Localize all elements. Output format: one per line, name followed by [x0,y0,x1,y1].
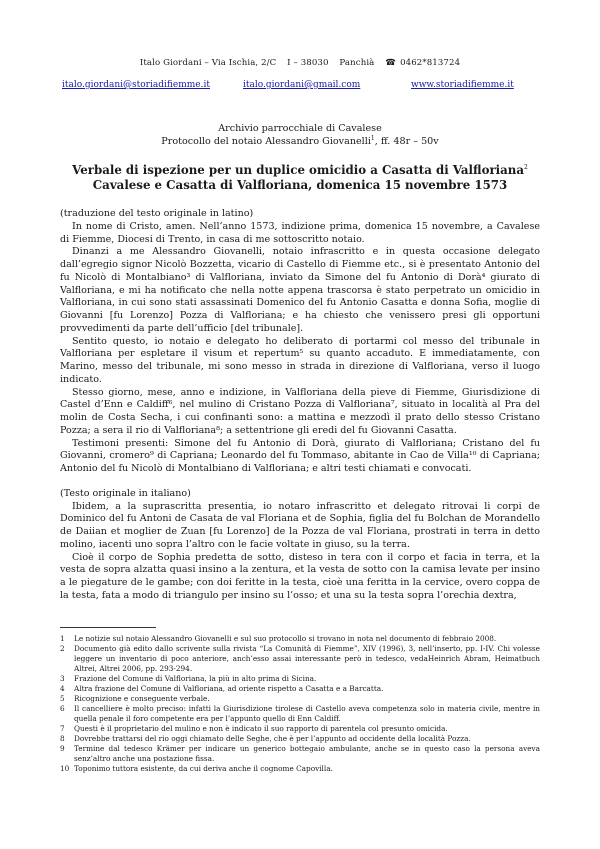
footnote-number: 3 [60,674,65,683]
section-gap [60,476,540,488]
footnote-text: Frazione del Comune di Valfloriana, la più in alto prima di Sicina. [74,674,317,683]
footnote-ref: 2 [524,164,528,172]
footnote-item [60,634,540,644]
footnote-number: 5 [60,694,65,703]
footnote-text: Dovrebbe trattarsi del rio oggi chiamato delle Seghe, che è per l’appunto ad occidente della località Pozza. [74,734,471,743]
footnote-item [60,764,540,774]
archive-reference [60,122,540,148]
folio-range: , ff. 48r – 50v [374,136,439,147]
footnote-text: Altra frazione del Comune di Valfloriana, ad oriente rispetto a Casatta e a Barcatta. [74,684,384,693]
footnote-number: 9 [60,744,65,753]
footnote-item [60,694,540,704]
protocol-reference [60,135,540,148]
subtitle-line: Cavalese e Casatta di Valfloriana, domenica 15 novembre 1573 [92,178,508,192]
footnote-item [60,644,540,674]
title-text: Verbale di ispezione per un duplice omicidio a Casatta di Valfloriana [72,163,525,177]
footnote-item [60,674,540,684]
footnote-item [60,724,540,734]
footnote-ref: 1 [370,134,375,142]
paragraph: Sentito questo, io notaio e delegato ho deliberato di portarmi col messo del tribunale in Valfloriana per espletare il visum et repertum⁵ su quanto accaduto. E immediatamente, con Marino, messo del tribunale, mi sono messo in strada in direzione di Valfloriana, verso il luogo indicato. [60,335,540,385]
footnote-text: Il cancelliere è molto preciso: infatti la Giurisdizione tirolese di Castello aveva competenza solo in materia civile, mentre in quella penale il foro competente era per l’appunto quello di Enn Caldiff. [74,704,540,723]
phone-icon: ☎ [385,58,397,68]
footnote-divider [60,627,156,628]
footnote-number: 2 [60,644,65,653]
footnote-item [60,704,540,724]
author-header [60,58,540,68]
title-line [60,163,540,178]
website-link[interactable]: www.storiadifiemme.it [411,80,514,90]
footnote-text: Le notizie sul notaio Alessandro Giovanelli e sul suo protocollo si trovano in nota nel documento di febbraio 2008. [74,634,497,643]
section-heading-original: (Testo originale in italiano) [60,487,191,499]
footnote-text: Toponimo tuttora esistente, da cui deriva anche il cognome Capovilla. [74,764,333,773]
footnote-text: Ricognizione e conseguente verbale. [74,694,210,703]
archive-name: Archivio parrocchiale di Cavalese [218,123,382,134]
footnote-text: Documento già edito dallo scrivente sulla rivista “La Comunità di Fiemme”, XIV (1996), 3, nell’inserto, pp. I-IV. Chi volesse leggere un inventario di poco anteriore, anch’esso assai interessante però in tedesco, vedaHeinrich Abram, Heimatbuch Altrei, Altrei 2006, pp. 293-294. [74,644,540,673]
footnote-number: 7 [60,724,65,733]
footnote-number: 6 [60,704,65,713]
footnote-text: Questi è il proprietario del mulino e non è indicato il suo rapporto di parentela col presunto omicida. [74,724,448,733]
footnote-item [60,734,540,744]
paragraph: Ibidem, a la suprascritta presentia, io notaro infrascritto et delegato ritrovai li corpi de Dominico del fu Antoni de Casata de val Floriana et de Sophia, figlia del fu Bolchan de Morandello de Daiian et moglier de Zuan [fu Lorenzo] de la Pozza de val Floriana, prostrati in terra in detto molino, iacenti uno sopra l’altro con le facie voltate in giuso, su la terra. [60,500,540,550]
protocol-text: Protocollo del notaio Alessandro Giovanelli [161,136,371,147]
paragraph: Stesso giorno, mese, anno e indizione, in Valfloriana della pieve di Fiemme, Giurisdizione di Castel d’Enn e Caldiff⁶, nel mulino di Cristano Pozza di Valfloriana⁷, situato in località al Pra del molin de Costa Secha, i cui confinanti sono: a mattina e mezzodì il prato dello stesso Cristano Pozza; a sera il rio di Valfloriana⁸; a settentrione gli eredi del fu Giovanni Casatta. [60,386,540,436]
footnote-number: 8 [60,734,65,743]
author-address: Italo Giordani – Via Ischia, 2/C [139,58,277,68]
document-body [60,208,540,603]
section-heading-translation: (traduzione del testo originale in latino) [60,208,254,219]
footnote-number: 10 [60,764,70,773]
email-link-gmail[interactable]: italo.giordani@gmail.com [243,80,361,90]
phone-number: 0462*813724 [400,58,461,68]
paragraph: Dinanzi a me Alessandro Giovanelli, notaio infrascritto e in questa occasione delegato dall’egregio signor Nicolò Bozzetta, vicario di Castello di Fiemme etc., si è presentato Antonio del fu Nicolò di Montalbiano³ di Valfloriana, inviato da Simone del fu Antonio di Dorà⁴ giurato di Valfloriana, e mi ha notificato che nella notte appena trascorsa è stato perpetrato un omicidio in Valfloriana, in cui sono stati assassinati Domenico del fu Antonio Casatta e donna Sofia, moglie di Giovanni [fu Lorenzo] Pozza di Valfloriana; e ha chiesto che venissero presi gli opportuni provvedimenti da parte dell’ufficio [del tribunale]. [60,246,540,334]
footnotes [60,634,540,774]
email-link-storiadifiemme[interactable]: italo.giordani@storiadifiemme.it [62,80,210,90]
postal-code: I – 38030 [287,58,329,68]
footnote-item [60,744,540,764]
footnote-number: 4 [60,684,65,693]
city: Panchià [339,58,375,68]
paragraph: Testimoni presenti: Simone del fu Antonio di Dorà, giurato di Valfloriana; Cristano del fu Giovanni, cromero⁹ di Capriana; Leonardo del fu Tommaso, abitante in Cao de Villa¹⁰ di Capriana; Antonio del fu Nicolò di Montalbiano di Valfloriana; e altri testi chiamati e convocati. [60,437,540,474]
document-title [60,163,540,193]
paragraph: In nome di Cristo, amen. Nell’anno 1573, indizione prima, domenica 15 novembre, a Cavalese di Fiemme, Diocesi di Trento, in casa di me sottoscritto notaio. [60,220,540,245]
paragraph: Cioè il corpo de Sophia predetta de sotto, disteso in tera con il corpo et facia in terra, et la vesta de sopra alzatta quasi insino a la zentura, et la vesta de sotto con la camisa levate per insino a le piegature de le gambe; con doi feritte in la testa, cioè una feritta in la cervice, overo coppa de la testa, fata a modo di triangulo per insino su l’osso; et una su la testa sopra l’orechia dextra, [60,551,540,601]
footnote-number: 1 [60,634,65,643]
footnote-text: Termine dal tedesco Krämer per indicare un generico bottegaio ambulante, anche se in questo caso la persona aveva senz’altro anche una postazione fissa. [74,744,540,763]
footnote-item [60,684,540,694]
